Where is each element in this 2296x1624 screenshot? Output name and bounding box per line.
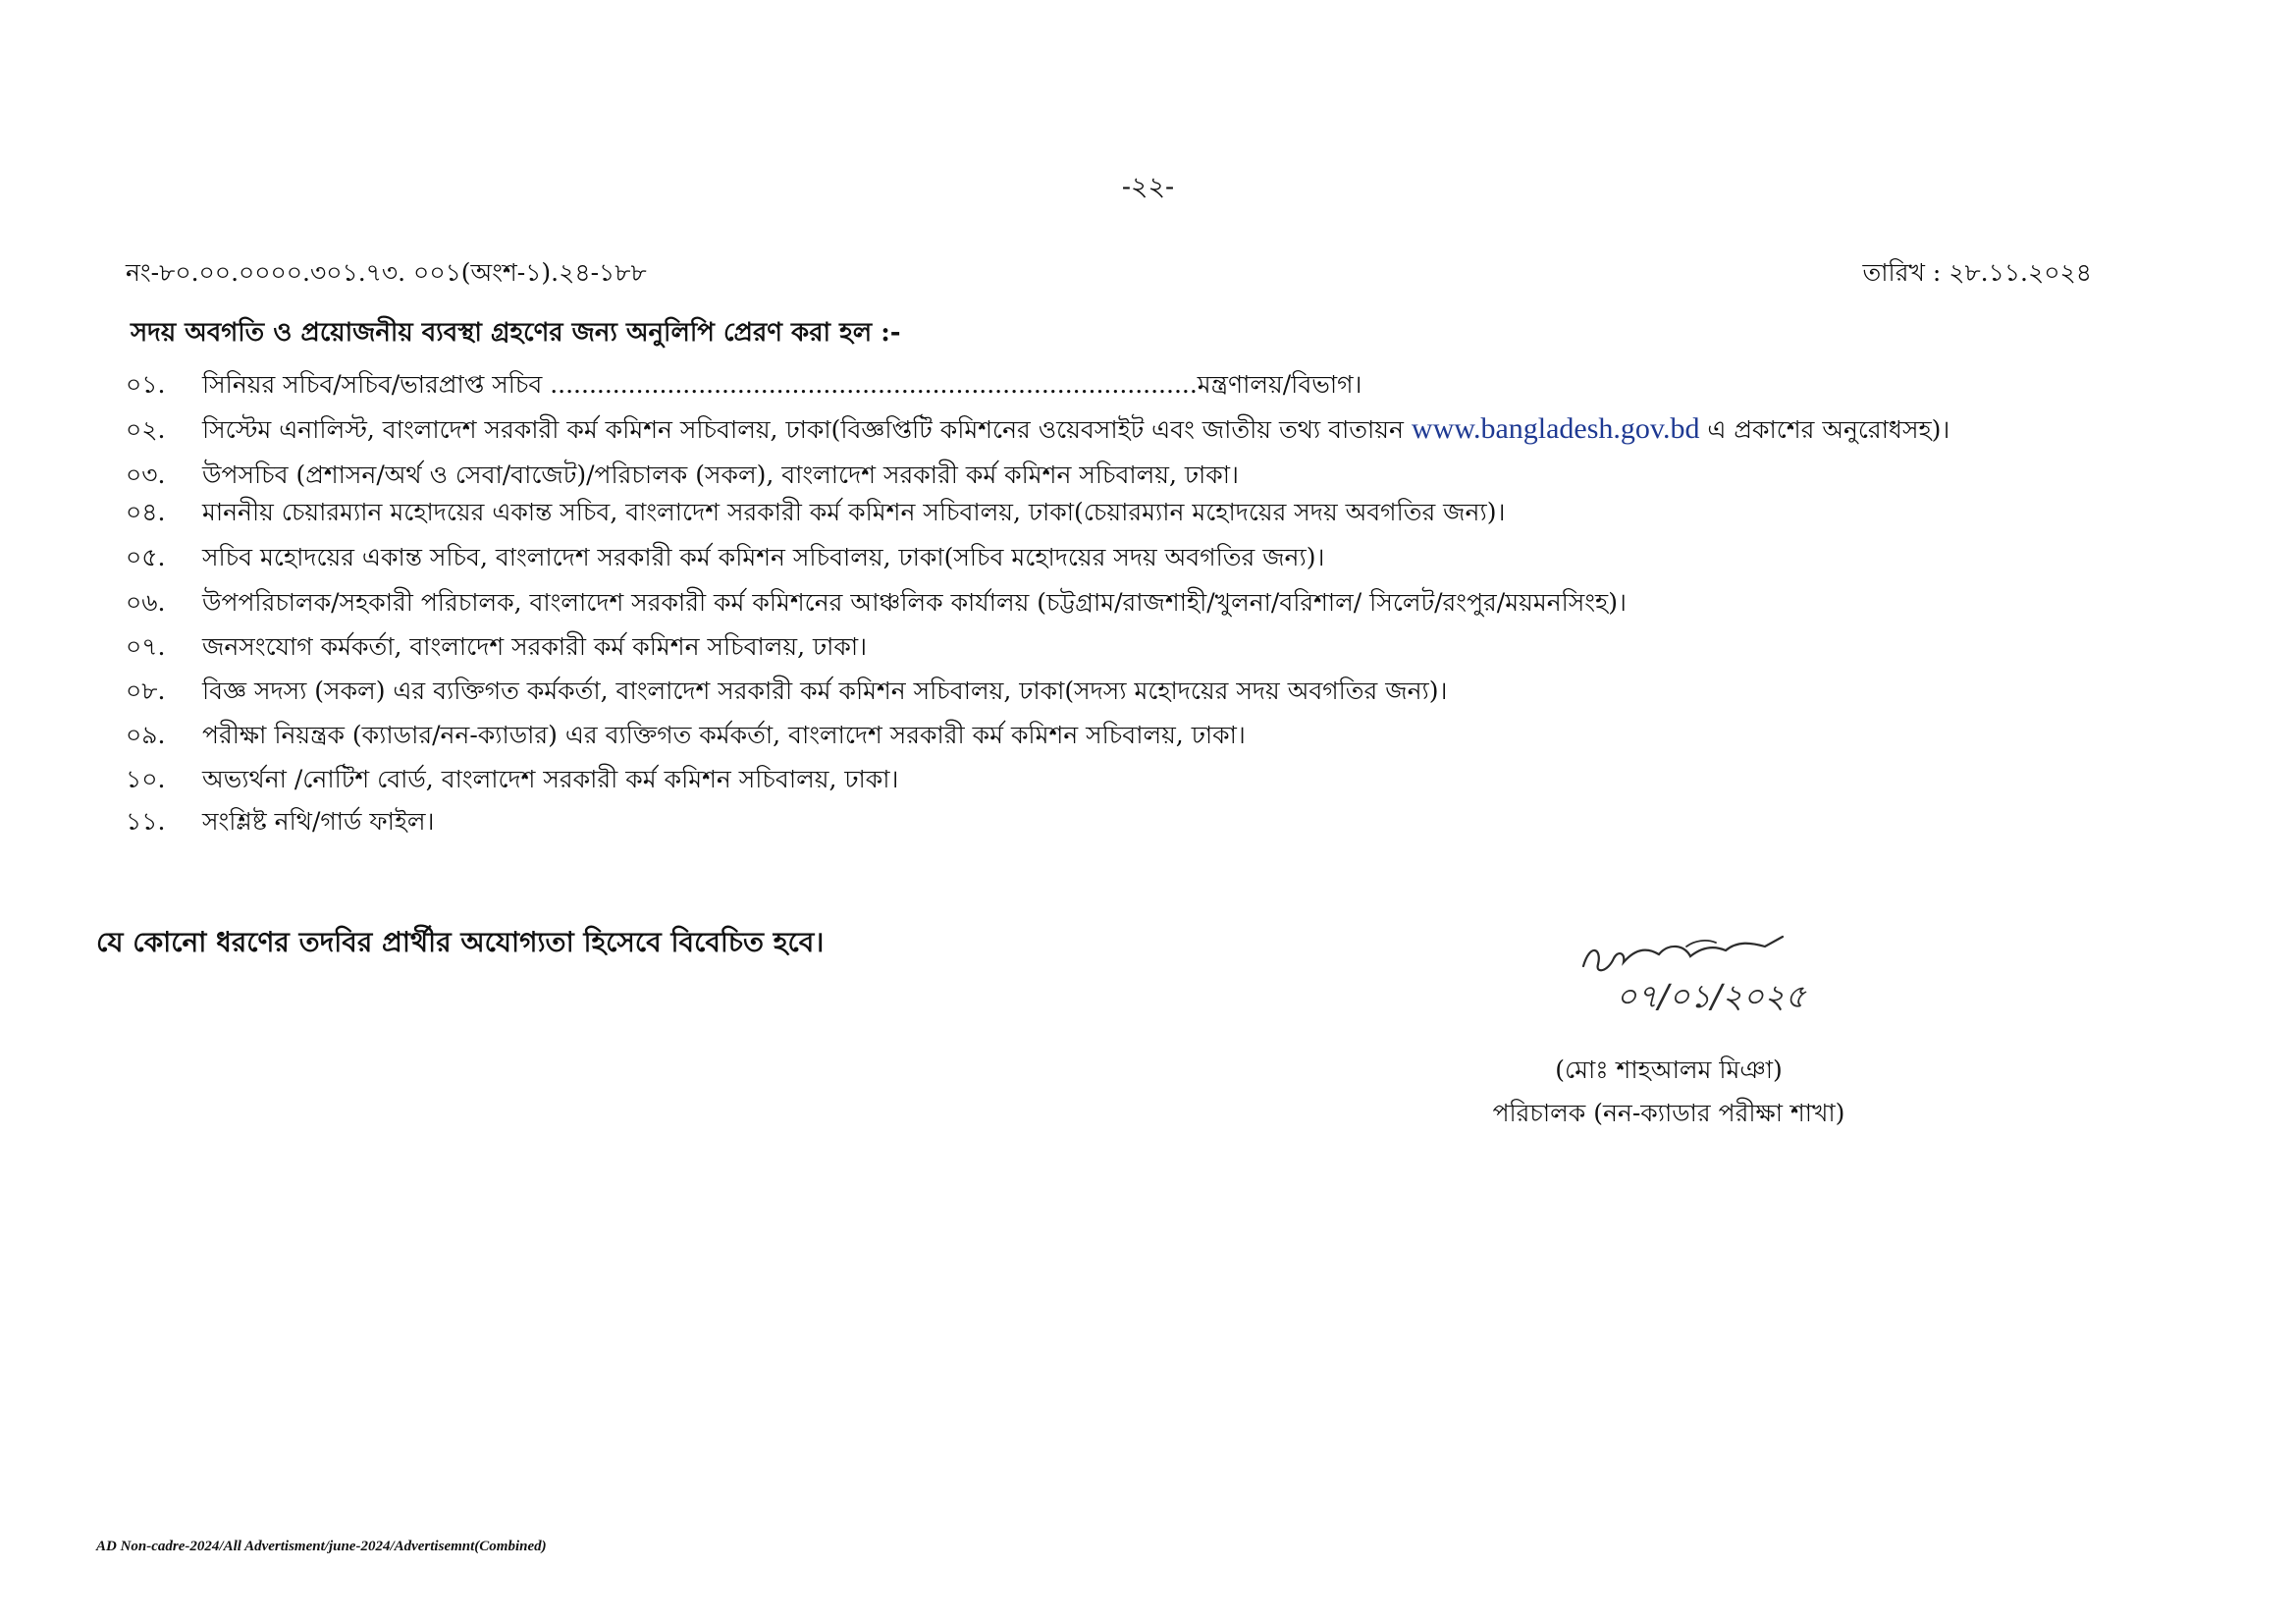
item-number: ০৬. — [126, 588, 166, 617]
item-number: ০৭. — [126, 632, 166, 661]
item-text: উপপরিচালক/সহকারী পরিচালক, বাংলাদেশ সরকারী কর্ম কমিশনের আঞ্চলিক কার্যালয় (চট্টগ্রাম/রাজশাহী/খুলনা/বরিশাল/ সিলেট/রংপুর/ময়মনসিংহ)। — [202, 588, 1627, 617]
handwritten-signature — [1569, 923, 1824, 1016]
item-number: ০৪. — [126, 498, 166, 526]
item-number: ০১. — [126, 370, 166, 399]
lobbying-notice: যে কোনো ধরণের তদবির প্রার্থীর অযোগ্যতা হিসেবে বিবেচিত হবে। — [96, 926, 825, 958]
item-text: সিনিয়র সচিব/সচিব/ভারপ্রাপ্ত সচিব ...................................................................................মন্ত্রণালয়/বিভাগ। — [202, 370, 1362, 399]
footer-file-path: AD Non-cadre-2024/All Advertisment/june-2024/Advertisemnt(Combined) — [96, 1539, 547, 1554]
item-number: ০৩. — [126, 460, 166, 489]
signature-date: ০৭/০১/২০২৫ — [1616, 977, 1806, 1015]
website-link[interactable]: www.bangladesh.gov.bd — [1411, 412, 1700, 445]
item-text: পরীক্ষা নিয়ন্ত্রক (ক্যাডার/নন-ক্যাডার) এর ব্যক্তিগত কর্মকর্তা, বাংলাদেশ সরকারী কর্ম কমিশন সচিবালয়, ঢাকা। — [202, 721, 1246, 749]
item-number: ০২. — [126, 415, 166, 444]
memo-number: নং-৮০.০০.০০০০.৩০১.৭৩. ০০১(অংশ-১).২৪-১৮৮ — [126, 258, 647, 287]
distribution-intro: সদয় অবগতি ও প্রয়োজনীয় ব্যবস্থা গ্রহণের জন্য অনুলিপি প্রেরণ করা হল :- — [131, 318, 901, 348]
item-text: বিজ্ঞ সদস্য (সকল) এর ব্যক্তিগত কর্মকর্তা, বাংলাদেশ সরকারী কর্ম কমিশন সচিবালয়, ঢাকা(সদস্য মহোদয়ের সদয় অবগতির জন্য)। — [202, 677, 1448, 705]
item-text-before-link: সিস্টেম এনালিস্ট, বাংলাদেশ সরকারী কর্ম কমিশন সচিবালয়, ঢাকা(বিজ্ঞপ্তিটি কমিশনের ওয়েবসাইট এবং জাতীয় তথ্য বাতায়ন — [202, 415, 1412, 444]
item-text: জনসংযোগ কর্মকর্তা, বাংলাদেশ সরকারী কর্ম কমিশন সচিবালয়, ঢাকা। — [202, 632, 868, 661]
item-text — [202, 410, 1949, 453]
item-number: ১০. — [126, 765, 166, 793]
item-text: উপসচিব (প্রশাসন/অর্থ ও সেবা/বাজেট)/পরিচালক (সকল), বাংলাদেশ সরকারী কর্ম কমিশন সচিবালয়, ঢাকা। — [202, 460, 1239, 489]
page-number: -২২- — [1121, 172, 1175, 202]
item-text-after-link: এ প্রকাশের অনুরোধসহ)। — [1699, 415, 1950, 444]
item-number: ০৯. — [126, 721, 166, 749]
date-line: তারিখ : ২৮.১১.২০২৪ — [1862, 258, 2092, 287]
item-number: ০৫. — [126, 543, 166, 571]
item-text: সংশ্লিষ্ট নথি/গার্ড ফাইল। — [202, 807, 435, 836]
item-text: সচিব মহোদয়ের একান্ত সচিব, বাংলাদেশ সরকারী কর্ম কমিশন সচিবালয়, ঢাকা(সচিব মহোদয়ের সদয় অবগতির জন্য)। — [202, 543, 1325, 571]
item-number: ১১. — [126, 807, 166, 836]
item-number: ০৮. — [126, 677, 166, 705]
item-text: অভ্যর্থনা /নোটিশ বোর্ড, বাংলাদেশ সরকারী কর্ম কমিশন সচিবালয়, ঢাকা। — [202, 765, 899, 793]
signatory-title: পরিচালক (নন-ক্যাডার পরীক্ষা শাখা) — [1492, 1099, 1845, 1127]
signatory-name: (মোঃ শাহআলম মিঞা) — [1555, 1056, 1783, 1084]
item-text: মাননীয় চেয়ারম্যান মহোদয়ের একান্ত সচিব, বাংলাদেশ সরকারী কর্ম কমিশন সচিবালয়, ঢাকা(চেয়ারম্যান মহোদয়ের সদয় অবগতির জন্য)। — [202, 498, 1506, 526]
